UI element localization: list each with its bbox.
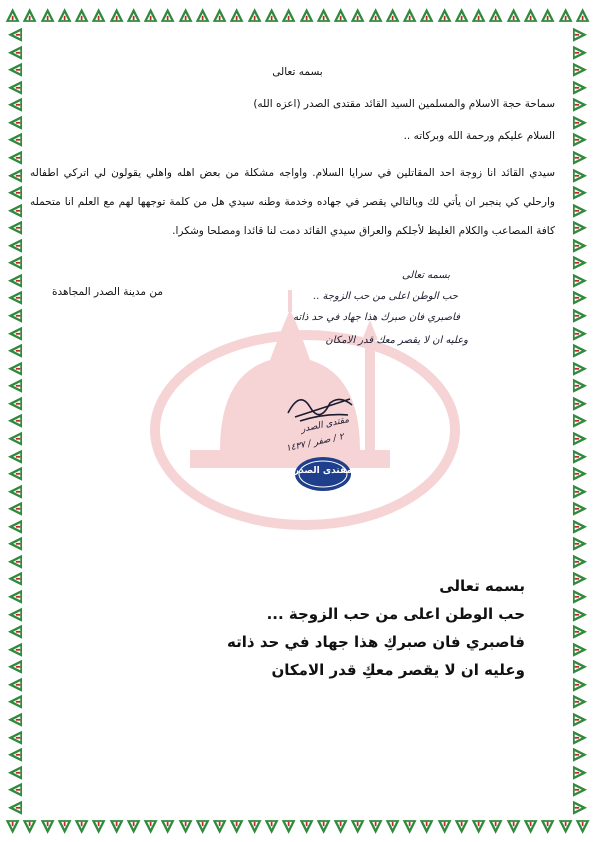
border-ornament [125, 816, 142, 838]
handwritten-line-3: فاصبري فان صبرك هذا جهاد في حد ذاته [293, 312, 460, 323]
border-ornament [263, 816, 280, 838]
border-ornament [194, 816, 211, 838]
border-ornament [401, 4, 418, 26]
transcription-line-3: فاصبري فان صبركِ هذا جهاد في حد ذاته [227, 633, 525, 651]
border-ornament [436, 816, 453, 838]
border-ornament [177, 816, 194, 838]
border-ornament [384, 816, 401, 838]
transcription-line-2: حب الوطن اعلى من حب الزوجة ... [266, 605, 525, 623]
handwritten-line-4: وعليه ان لا يقصر معك قدر الامكان [325, 335, 468, 346]
border-ornament [56, 816, 73, 838]
border-ornament [211, 816, 228, 838]
border-ornament [522, 816, 539, 838]
border-ornament [436, 4, 453, 26]
border-ornament [539, 816, 556, 838]
border-ornament [557, 816, 574, 838]
border-ornament [246, 816, 263, 838]
border-ornament [159, 816, 176, 838]
handwritten-line-1: بسمه تعالى [401, 270, 450, 281]
signature-date: ٢ / صفر / ١٤٣٧ [285, 431, 345, 455]
transcription-line-1: بسمه تعالى [439, 577, 525, 595]
border-ornament [4, 799, 26, 817]
reply-transcription [225, 572, 525, 684]
border-ornament [349, 816, 366, 838]
border-ornament [90, 816, 107, 838]
border-ornament [228, 816, 245, 838]
transcription-line-4: وعليه ان لا يقصر معكِ قدر الامكان [271, 661, 525, 679]
border-ornament [280, 816, 297, 838]
border-ornament [39, 816, 56, 838]
border-ornament [470, 816, 487, 838]
border-ornament [125, 4, 142, 26]
border-ornament [246, 4, 263, 26]
border-ornament [401, 816, 418, 838]
ornamental-border-top [4, 4, 591, 26]
border-ornament [332, 4, 349, 26]
border-ornament [418, 816, 435, 838]
border-ornament [487, 4, 504, 26]
border-ornament [159, 4, 176, 26]
ornamental-border-right [569, 26, 591, 816]
border-ornament [90, 4, 107, 26]
border-ornament [539, 4, 556, 26]
signature-name: مقتدى الصدر [300, 415, 350, 435]
letter-greeting: السلام عليكم ورحمة الله وبركاته .. [403, 130, 555, 142]
border-ornament [557, 4, 574, 26]
letter-sender-location: من مدينة الصدر المجاهدة [52, 286, 164, 298]
border-ornament [4, 4, 21, 26]
border-ornament [574, 4, 591, 26]
border-ornament [367, 4, 384, 26]
letter-title: بسمه تعالى [272, 66, 323, 78]
border-ornament [263, 4, 280, 26]
letter-addressee: سماحة حجة الاسلام والمسلمين السيد القائد مقتدى الصدر (اعزه الله) [253, 98, 555, 110]
border-ornament [228, 4, 245, 26]
handwritten-line-2: حب الوطن اعلى من حب الزوجة .. [312, 291, 458, 302]
border-ornament [73, 816, 90, 838]
border-ornament [453, 816, 470, 838]
border-ornament [315, 4, 332, 26]
border-ornament [367, 816, 384, 838]
seal-stamp-text: مقتدى الصدر [293, 466, 353, 476]
border-ornament [194, 4, 211, 26]
border-ornament [21, 816, 38, 838]
border-ornament [349, 4, 366, 26]
border-ornament [569, 799, 591, 817]
border-ornament [298, 816, 315, 838]
border-ornament [298, 4, 315, 26]
border-ornament [574, 816, 591, 838]
border-ornament [505, 816, 522, 838]
border-ornament [280, 4, 297, 26]
border-ornament [332, 816, 349, 838]
border-ornament [142, 4, 159, 26]
border-ornament [177, 4, 194, 26]
border-ornament [108, 4, 125, 26]
border-ornament [487, 816, 504, 838]
border-ornament [418, 4, 435, 26]
ornamental-border-left [4, 26, 26, 816]
border-ornament [211, 4, 228, 26]
border-ornament [39, 4, 56, 26]
border-ornament [453, 4, 470, 26]
border-ornament [56, 4, 73, 26]
border-ornament [522, 4, 539, 26]
border-ornament [142, 816, 159, 838]
border-ornament [470, 4, 487, 26]
ornamental-border-bottom [4, 816, 591, 838]
border-ornament [4, 816, 21, 838]
border-ornament [315, 816, 332, 838]
border-ornament [384, 4, 401, 26]
letter-body: سيدي القائد انا زوجة احد المقاتلين في سرايا السلام. واواجه مشكلة من بعض اهله واهلي يقولون لي اتركي اطفاله وارحلي كي ينجبر ان يأتي لك وبالتالي يقصر في جهاده وخدمة وطنه سيدي هل من كلمة توجهها لهم مع العلم انا متحمله كافة المصاعب والكلام الغليظ لأجلكم والعراق سيدي القائد دمت لنا قائدا ومصلحا وشكرا. [30, 167, 555, 237]
border-ornament [73, 4, 90, 26]
border-ornament [108, 816, 125, 838]
border-ornament [505, 4, 522, 26]
border-ornament [21, 4, 38, 26]
